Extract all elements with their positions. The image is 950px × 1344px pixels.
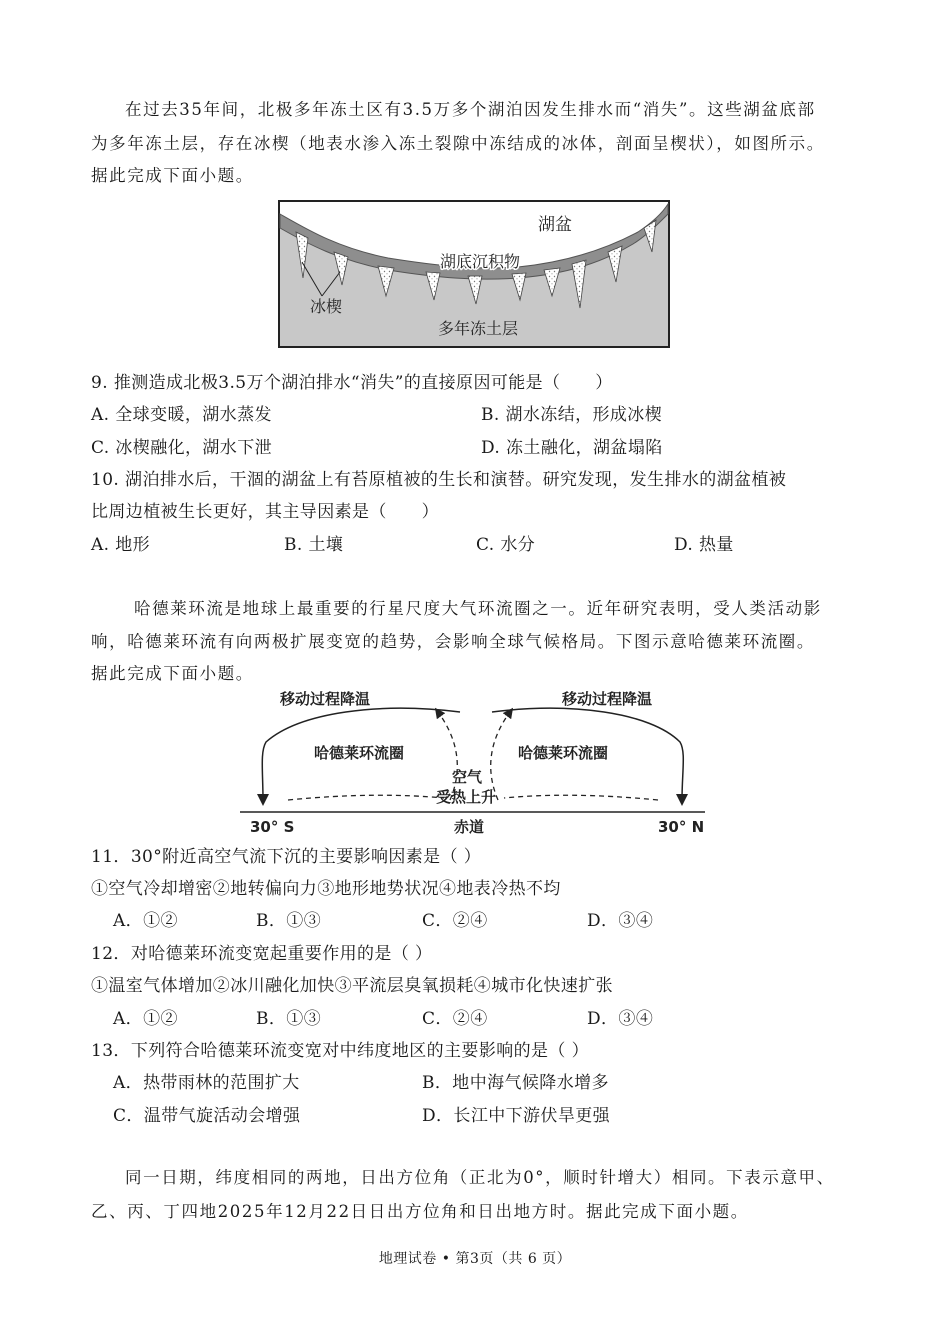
label-hadley-left: 哈德莱环流圈 [314, 744, 405, 762]
q9-option-c: C. 冰楔融化，湖水下泄 [91, 438, 273, 458]
q11-option-c: C．②④ [422, 911, 488, 931]
q11-option-b: B．①③ [256, 911, 322, 931]
q12-stem: 12．对哈德莱环流变宽起重要作用的是（ ） [91, 944, 433, 964]
ice-wedge-figure [278, 200, 670, 348]
intro2-line3: 据此完成下面小题。 [91, 664, 254, 683]
label-ice-wedge: 冰楔 [310, 297, 343, 316]
label-air: 空气 [452, 768, 483, 786]
left-rising-arrow [438, 712, 457, 800]
label-30n: 30° N [658, 818, 705, 836]
q9-stem: 9. 推测造成北极3.5万个湖泊排水“消失”的直接原因可能是（ ） [91, 373, 613, 393]
q13-option-d: D．长江中下游伏旱更强 [422, 1106, 611, 1126]
intro1-line1: 在过去35年间，北极多年冻土区有3.5万多个湖泊因发生排水而“消失”。这些湖盆底部 [125, 100, 816, 119]
q12-option-c: C．②④ [422, 1009, 488, 1029]
q11-option-a: A．①② [113, 911, 178, 931]
q10-option-a: A. 地形 [91, 535, 151, 555]
q11-option-d: D．③④ [587, 911, 654, 931]
label-cooling-right: 移动过程降温 [562, 690, 653, 708]
label-permafrost: 多年冻土层 [438, 319, 519, 338]
hadley-cell-figure [230, 682, 720, 838]
q11-items: ①空气冷却增密②地转偏向力③地形地势状况④地表冷热不均 [91, 879, 561, 899]
q10-option-d: D. 热量 [674, 535, 734, 555]
q12-option-b: B．①③ [256, 1009, 322, 1029]
page-footer: 地理试卷 • 第3页（共 6 页） [378, 1251, 572, 1267]
right-surface-flow [504, 795, 658, 800]
q13-option-c: C．温带气旋活动会增强 [113, 1106, 301, 1126]
label-cooling-left: 移动过程降温 [280, 690, 371, 708]
intro2-line1: 哈德莱环流是地球上最重要的行星尺度大气环流圈之一。近年研究表明，受人类活动影 [134, 599, 822, 618]
label-heated-rising: 受热上升 [436, 788, 497, 806]
q13-option-a: A．热带雨林的范围扩大 [113, 1073, 300, 1093]
q12-items: ①温室气体增加②冰川融化加快③平流层臭氧损耗④城市化快速扩张 [91, 976, 613, 996]
q9-option-a: A. 全球变暖，湖水蒸发 [91, 405, 272, 425]
intro3-line1: 同一日期，纬度相同的两地，日出方位角（正北为0°，顺时针增大）相同。下表示意甲、 [125, 1168, 835, 1187]
q11-stem: 11．30°附近高空气流下沉的主要影响因素是（ ） [91, 847, 482, 867]
q10-option-c: C. 水分 [476, 535, 536, 555]
q13-stem: 13．下列符合哈德莱环流变宽对中纬度地区的主要影响的是（ ） [91, 1041, 590, 1061]
label-sediment: 湖底沉积物 [440, 252, 521, 271]
q9-option-b: B. 湖水冻结，形成冰楔 [481, 405, 663, 425]
label-equator: 赤道 [454, 818, 485, 836]
q9-option-d: D. 冻土融化，湖盆塌陷 [481, 438, 663, 458]
q12-option-d: D．③④ [587, 1009, 654, 1029]
right-rising-arrow [491, 712, 510, 800]
intro3-line2: 乙、丙、丁四地2025年12月22日日出方位角和日出地方时。据此完成下面小题。 [91, 1202, 749, 1221]
label-hadley-right: 哈德莱环流圈 [518, 744, 609, 762]
q12-option-a: A．①② [113, 1009, 178, 1029]
intro1-line3: 据此完成下面小题。 [91, 166, 254, 185]
label-lake-basin: 湖盆 [538, 215, 572, 235]
q10-stem-line1: 10. 湖泊排水后，干涸的湖盆上有苔原植被的生长和演替。研究发现，发生排水的湖盆植被 [91, 470, 787, 490]
intro2-line2: 响，哈德莱环流有向两极扩展变宽的趋势，会影响全球气候格局。下图示意哈德莱环流圈。 [91, 632, 815, 651]
q10-stem-line2: 比周边植被生长更好，其主导因素是（ ） [91, 502, 439, 522]
left-surface-flow [288, 795, 444, 800]
q10-option-b: B. 土壤 [284, 535, 344, 555]
label-30s: 30° S [250, 818, 295, 836]
intro1-line2: 为多年冻土层，存在冰楔（地表水渗入冻土裂隙中冻结成的冰体，剖面呈楔状），如图所示。 [91, 134, 825, 153]
q13-option-b: B．地中海气候降水增多 [422, 1073, 609, 1093]
